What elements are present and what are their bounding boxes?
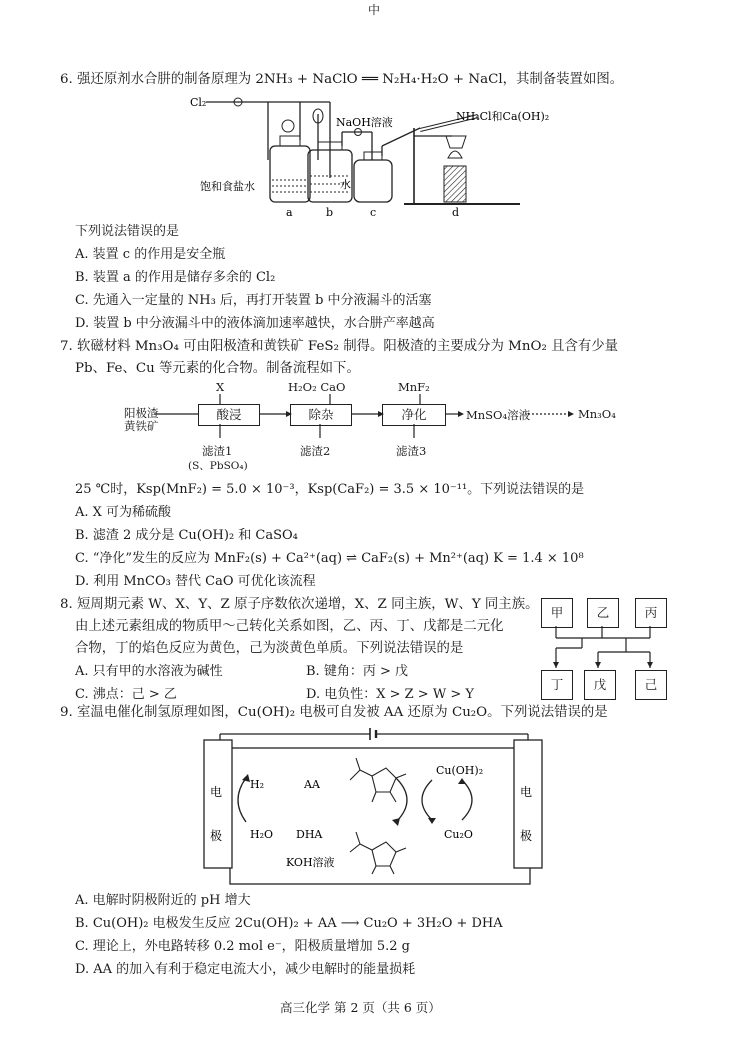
- flow-product-mn3o4: Mn₃O₄: [578, 407, 616, 421]
- flow-reagent-mnf2: MnF₂: [398, 380, 430, 394]
- label-reagent: NH₄Cl和Ca(OH)₂: [456, 110, 550, 123]
- label-electrode-right-1: 电: [520, 785, 533, 799]
- flow-residue-1-note: (S、PbSO₄): [188, 460, 248, 472]
- label-cl2: Cl₂: [190, 96, 207, 109]
- q8-option-b: B. 键角：丙 > 戊: [306, 664, 408, 679]
- q9-option-a: A. 电解时阴极附近的 pH 增大: [75, 893, 251, 908]
- bottle-a: [270, 146, 310, 202]
- q6-option-c: C. 先通入一定量的 NH₃ 后，再打开装置 b 中分液漏斗的活塞: [75, 293, 432, 308]
- flow-reagent-x: X: [216, 380, 225, 394]
- q8-option-c: C. 沸点：己 > 乙: [75, 687, 177, 702]
- box-yi: 乙: [587, 598, 619, 628]
- q8-stem-3: 合物，丁的焰色反应为黄色，己为淡黄色单质。下列说法错误的是: [75, 641, 464, 656]
- label-electrode-left-1: 电: [210, 785, 223, 799]
- label-dha: DHA: [296, 828, 323, 841]
- label-aa: AA: [304, 778, 320, 791]
- box-wu: 戊: [584, 670, 616, 700]
- flow-input-anode: 阳极渣: [124, 406, 159, 420]
- label-koh: KOH溶液: [286, 856, 335, 869]
- label-d: d: [452, 206, 460, 219]
- label-b: b: [326, 206, 334, 219]
- box-ji: 己: [635, 670, 667, 700]
- flow-residue-2: 滤渣2: [300, 444, 331, 458]
- flow-reagent-mid: H₂O₂ CaO: [288, 380, 346, 394]
- q7-option-c: C. “净化”发生的反应为 MnF₂(s) + Ca²⁺(aq) ⇌ CaF₂(s) + Mn²⁺(aq) K = 1.4 × 10⁸: [75, 551, 584, 566]
- box-bing: 丙: [635, 598, 667, 628]
- electrode-left: [204, 740, 232, 868]
- q8-option-a: A. 只有甲的水溶液为碱性: [75, 664, 223, 679]
- q7-option-d: D. 利用 MnCO₃ 替代 CaO 可优化该流程: [75, 574, 316, 589]
- label-electrode-left-2: 极: [210, 829, 223, 843]
- label-electrode-right-2: 极: [520, 829, 533, 843]
- q9-stem: 9. 室温电催化制氢原理如图，Cu(OH)₂ 电极可自发被 AA 还原为 Cu₂O。下列说法错误的是: [60, 705, 608, 720]
- box-ding: 丁: [541, 670, 573, 700]
- q7-stem-1: 7. 软磁材料 Mn₃O₄ 可由阳极渣和黄铁矿 FeS₂ 制得。阳极渣的主要成分为 MnO₂ 且含有少量: [60, 339, 619, 354]
- label-c: c: [370, 206, 377, 219]
- q8-option-d: D. 电负性：X > Z > W > Y: [306, 687, 474, 702]
- flow-step-impurity-removal: 除杂: [290, 404, 352, 426]
- flow-residue-1: 滤渣1: [202, 444, 233, 458]
- q6-option-d: D. 装置 b 中分液漏斗中的液体滴加速率越快，水合肼产率越高: [75, 316, 435, 331]
- flow-residue-3: 滤渣3: [396, 444, 427, 458]
- flow-product-mnso4: MnSO₄溶液: [466, 408, 531, 422]
- q6-prompt: 下列说法错误的是: [75, 224, 180, 239]
- label-a: a: [286, 206, 293, 219]
- q9-electrolysis-diagram: [200, 726, 560, 888]
- q6-option-a: A. 装置 c 的作用是安全瓶: [75, 247, 226, 262]
- flow-step-purification: 净化: [382, 404, 446, 426]
- label-water: 水: [340, 178, 351, 191]
- label-h2o: H₂O: [250, 828, 274, 841]
- label-cu2o: Cu₂O: [444, 828, 473, 841]
- header-mark: 中: [368, 3, 381, 17]
- q6-option-b: B. 装置 a 的作用是储存多余的 Cl₂: [75, 270, 276, 285]
- q7-option-b: B. 滤渣 2 成分是 Cu(OH)₂ 和 CaSO₄: [75, 528, 298, 543]
- electrode-right: [514, 740, 542, 868]
- q6-apparatus-diagram: [180, 88, 580, 220]
- q9-option-b: B. Cu(OH)₂ 电极发生反应 2Cu(OH)₂ + AA ⟶ Cu₂O + 3H₂O + DHA: [75, 916, 503, 931]
- label-brine: 饱和食盐水: [200, 180, 255, 193]
- q9-option-c: C. 理论上，外电路转移 0.2 mol e⁻，阳极质量增加 5.2 g: [75, 939, 410, 954]
- q9-option-d: D. AA 的加入有利于稳定电流大小，减少电解时的能量损耗: [75, 962, 416, 977]
- label-h2: H₂: [250, 778, 265, 791]
- q6-stem: 6. 强还原剂水合肼的制备原理为 2NH₃ + NaClO ══ N₂H₄·H₂O + NaCl，其制备装置如图。: [60, 72, 624, 87]
- page-footer: 高三化学 第 2 页（共 6 页）: [280, 1000, 441, 1015]
- flow-input-pyrite: 黄铁矿: [124, 419, 159, 433]
- label-cuoh2: Cu(OH)₂: [436, 764, 484, 777]
- bottle-c: [354, 160, 392, 202]
- q8-stem-1: 8. 短周期元素 W、X、Y、Z 原子序数依次递增，X、Z 同主族，W、Y 同主族。: [60, 597, 539, 612]
- q8-stem-2: 由上述元素组成的物质甲～己转化关系如图，乙、丙、丁、戊都是二元化: [75, 619, 504, 634]
- q7-option-a: A. X 可为稀硫酸: [75, 505, 172, 520]
- q7-ksp-line: 25 ℃时，Ksp(MnF₂) = 5.0 × 10⁻³，Ksp(CaF₂) = 3.5 × 10⁻¹¹。下列说法错误的是: [75, 482, 585, 497]
- q7-stem-2: Pb、Fe、Cu 等元素的化合物。制备流程如下。: [75, 361, 360, 376]
- label-naoh: NaOH溶液: [336, 116, 393, 129]
- flow-step-acid-leach: 酸浸: [198, 404, 260, 426]
- box-jia: 甲: [541, 598, 573, 628]
- dha-structure: [350, 832, 406, 874]
